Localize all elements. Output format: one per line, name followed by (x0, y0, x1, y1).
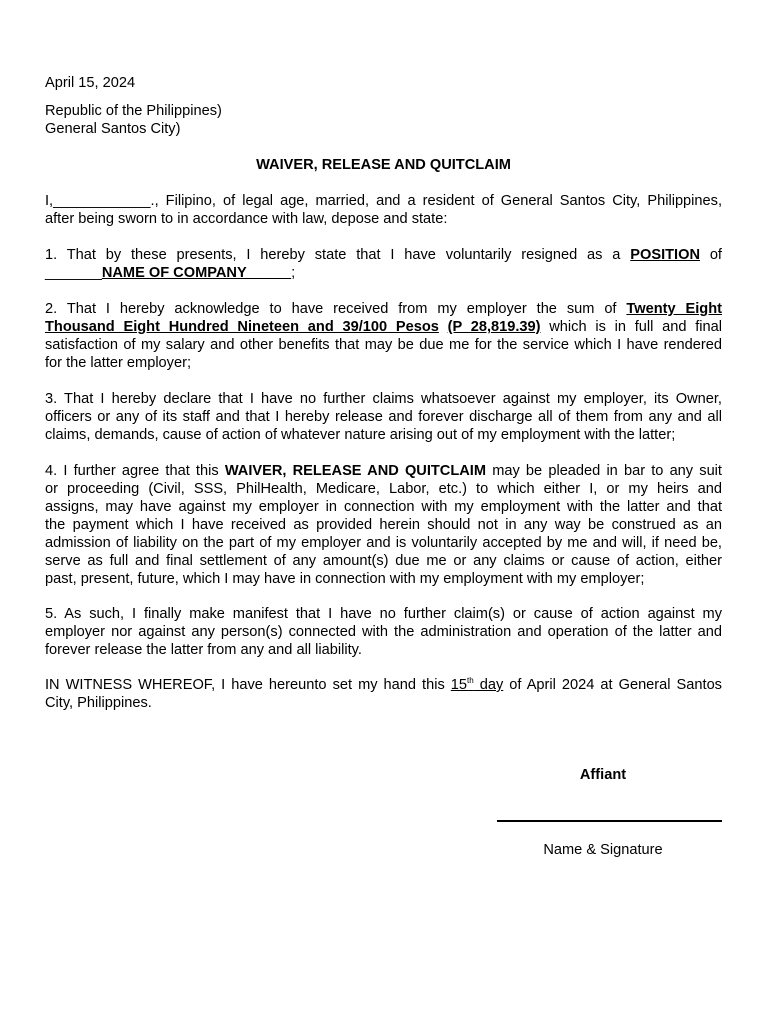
intro-line-2: after being sworn to in accordance with law, depose and state: (45, 211, 448, 227)
position-field: POSITION (630, 247, 700, 263)
p4-line-2: or proceeding (Civil, SSS, PhilHealth, Medicare, Labor, etc.) to which either I, or my heirs and (45, 481, 722, 497)
p2-line-2: Thousand Eight Hundred Nineteen and 39/100 Pesos (P 28,819.39) which is in full and final (45, 319, 722, 335)
p3-line-2: officers or any of its staff and that I hereby release and forever discharge all of them from any and all (45, 409, 722, 425)
company-name-field: NAME OF COMPANY _____ (101, 265, 292, 281)
p3-line-3: claims, demands, cause of action of whatever nature arising out of my employment with the latter; (45, 427, 676, 443)
amount-words-part-2: Thousand Eight Hundred Nineteen and 39/100 Pesos (45, 319, 439, 335)
p4-line-7: past, present, future, which I may have in connection with my employment with my employer; (45, 571, 645, 587)
signature-line (497, 820, 722, 822)
document-date: April 15, 2024 (45, 75, 136, 91)
amount-figure: (P 28,819.39) (447, 319, 541, 335)
p4-line-4: the payment which I have received as provided herein should not in any way be construed as an (45, 517, 722, 533)
p4-line-6: serve as full and final settlement of any amount(s) due me or any claims or cause of action, either (45, 553, 722, 569)
intro-line-1: I,____________., Filipino, of legal age, married, and a resident of General Santos City, Philippines, (45, 193, 722, 209)
affiant-label: Affiant (579, 767, 627, 783)
venue-line-1: Republic of the Philippines) (45, 103, 222, 119)
p1-line-2: _______NAME OF COMPANY _____; (45, 265, 296, 281)
p2-line-1: 2. That I hereby acknowledge to have received from my employer the sum of Twenty Eight (45, 301, 722, 317)
venue-line-2: General Santos City) (45, 121, 181, 137)
witness-line-2: City, Philippines. (45, 695, 152, 711)
document-title: WAIVER, RELEASE AND QUITCLAIM (256, 157, 511, 173)
p5-line-3: forever release the latter from any and all liability. (45, 642, 362, 658)
p3-line-1: 3. That I hereby declare that I have no further claims whatsoever against my employer, its Owner, (45, 391, 722, 407)
p1-line-1: 1. That by these presents, I hereby state that I have voluntarily resigned as a POSITION of (45, 247, 722, 263)
signature-caption: Name & Signature (543, 842, 663, 858)
p4-line-1: 4. I further agree that this WAIVER, RELEASE AND QUITCLAIM may be pleaded in bar to any suit (45, 463, 722, 479)
p4-line-5: admission of liability on the part of my employer and is voluntarily accepted by me and will, if need be, (45, 535, 722, 551)
affiant-name-blank: ____________ (53, 193, 151, 209)
amount-words-part-1: Twenty Eight (626, 301, 722, 317)
waiver-title-inline: WAIVER, RELEASE AND QUITCLAIM (224, 463, 487, 479)
witness-line-1: IN WITNESS WHEREOF, I have hereunto set my hand this 15th day of April 2024 at General Santos (45, 676, 722, 693)
p4-line-3: assigns, may have against my employer in connection with my employment with the latter and that (45, 499, 722, 515)
p5-line-2: employer nor against any person(s) connected with the administration and operation of the latter and (45, 624, 722, 640)
p2-line-4: for the latter employer; (45, 355, 192, 371)
witness-day: 15th day (450, 676, 504, 693)
p5-line-1: 5. As such, I finally make manifest that I have no further claim(s) or cause of action against my (45, 606, 722, 622)
p2-line-3: satisfaction of my salary and other benefits that may be due me for the service which I have rendered (45, 337, 722, 353)
